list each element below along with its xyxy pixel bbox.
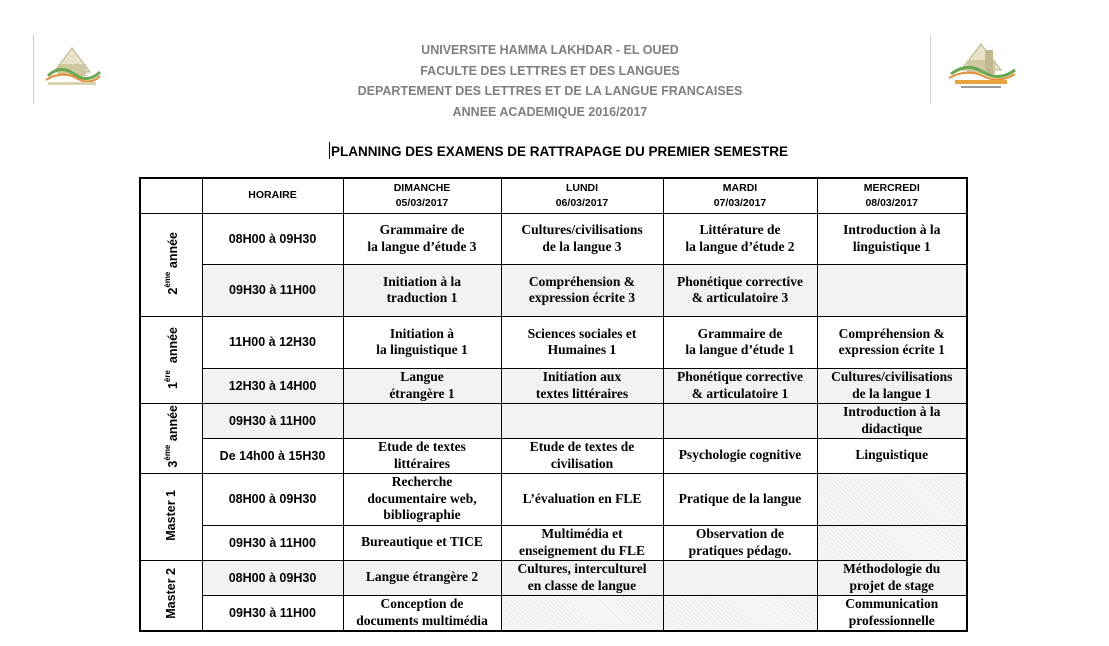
- table-header-row: [140, 178, 967, 213]
- time-slot: 12H30 à 14H00: [202, 368, 343, 403]
- time-slot: 09H30 à 11H00: [202, 264, 343, 316]
- exam-cell: [663, 316, 817, 368]
- exam-cell: [817, 213, 967, 264]
- exam-line: traduction 1: [386, 290, 458, 305]
- exam-line: Cultures/civilisations: [521, 222, 643, 237]
- exam-line: littéraires: [394, 455, 450, 471]
- exam-line: Pratique de la langue: [678, 490, 802, 506]
- exam-cell: [663, 368, 817, 403]
- exam-line: expression écrite 3: [528, 290, 636, 305]
- exam-cell: [501, 473, 663, 525]
- exam-line: documentaire web,: [367, 490, 477, 506]
- exam-cell: [817, 473, 967, 525]
- header-horaire: HORAIRE: [202, 178, 343, 213]
- exam-line: didactique: [861, 420, 923, 436]
- exam-line: Langue: [400, 369, 444, 384]
- logo-image: [40, 34, 104, 98]
- logo-image: [945, 34, 1017, 98]
- exam-line: documents multimédia: [356, 612, 488, 628]
- exam-line: la linguistique 1: [376, 342, 468, 357]
- exam-cell: [663, 264, 817, 316]
- exam-cell: [817, 368, 967, 403]
- corner-cell: [140, 178, 202, 213]
- exam-line: Phonétique corrective: [676, 273, 804, 289]
- document-header: [300, 40, 800, 122]
- exam-cell: [663, 560, 817, 595]
- exam-line: Psychologie cognitive: [678, 447, 802, 463]
- level-label-l3: 3ème année: [140, 403, 202, 473]
- exam-line: Humaines 1: [547, 342, 617, 357]
- exam-cell: [663, 403, 817, 438]
- exam-line: Bureautique et TICE: [361, 534, 483, 550]
- exam-line: expression écrite 1: [838, 342, 945, 357]
- exam-cell: [501, 213, 663, 264]
- exam-cell: [501, 595, 663, 631]
- exam-line: Sciences sociales et: [527, 325, 637, 341]
- exam-line: Langue étrangère 2: [365, 569, 479, 585]
- exam-cell: [663, 213, 817, 264]
- table-row: [140, 525, 967, 560]
- exam-line: L’évaluation en FLE: [522, 490, 642, 506]
- exam-line: enseignement du FLE: [518, 542, 645, 558]
- exam-line: civilisation: [550, 455, 614, 471]
- exam-cell: [501, 525, 663, 560]
- exam-line: Introduction à la: [843, 404, 941, 419]
- exam-cell: [817, 595, 967, 631]
- exam-line: la langue d’étude 3: [367, 238, 477, 254]
- exam-line: Multimédia et: [541, 526, 623, 541]
- exam-line: Initiation à la: [382, 273, 461, 289]
- exam-line: Recherche: [391, 474, 453, 490]
- exam-line: pratiques pédago.: [688, 542, 792, 558]
- exam-line: Introduction à la: [843, 222, 941, 237]
- exam-cell: [501, 368, 663, 403]
- exam-line: Communication: [845, 596, 939, 612]
- time-slot: 11H00 à 12H30: [202, 316, 343, 368]
- exam-cell: [501, 560, 663, 595]
- exam-cell: [343, 316, 501, 368]
- table-row: [140, 560, 967, 595]
- faculty-name: FACULTE DES LETTRES ET DES LANGUES: [420, 63, 680, 78]
- exam-cell: [343, 473, 501, 525]
- exam-cell: [663, 473, 817, 525]
- exam-line: Compréhension &: [838, 325, 945, 341]
- academic-year: ANNEE ACADEMIQUE 2016/2017: [452, 104, 648, 119]
- department-name: DEPARTEMENT DES LETTRES ET DE LA LANGUE FRANCAISES: [357, 84, 743, 99]
- header-mardi: MARDI 07/03/2017: [663, 178, 817, 213]
- time-slot: 08H00 à 09H30: [202, 213, 343, 264]
- table-row: [140, 438, 967, 473]
- table-row: [140, 403, 967, 438]
- exam-cell: [343, 560, 501, 595]
- level-label-m2: Master 2: [140, 560, 202, 631]
- exam-cell: [663, 438, 817, 473]
- exam-cell: [663, 595, 817, 631]
- exam-line: Etude de textes de: [529, 439, 635, 454]
- exam-line: professionnelle: [848, 612, 935, 628]
- table-row: [140, 264, 967, 316]
- document-title: PLANNING DES EXAMENS DE RATTRAPAGE DU PREMIER SEMESTRE: [331, 144, 789, 159]
- exam-line: & articulatoire 3: [691, 290, 789, 305]
- exam-line: textes littéraires: [535, 385, 629, 401]
- time-slot: De 14h00 à 15H30: [202, 438, 343, 473]
- table-row: [140, 316, 967, 368]
- exam-line: la langue d’étude 2: [685, 238, 795, 254]
- exam-line: Grammaire de: [697, 325, 783, 341]
- header-dimanche: DIMANCHE 05/03/2017: [343, 178, 501, 213]
- table-row: [140, 368, 967, 403]
- exam-cell: [343, 264, 501, 316]
- exam-line: en classe de langue: [527, 577, 637, 593]
- exam-line: linguistique 1: [852, 238, 931, 254]
- header-lundi: LUNDI 06/03/2017: [501, 178, 663, 213]
- exam-cell: [817, 560, 967, 595]
- exam-line: Cultures/civilisations: [831, 369, 953, 384]
- time-slot: 09H30 à 11H00: [202, 403, 343, 438]
- exam-line: Phonétique corrective: [676, 369, 804, 384]
- exam-line: Observation de: [695, 526, 785, 541]
- table-row: [140, 213, 967, 264]
- exam-line: projet de stage: [849, 577, 934, 593]
- exam-line: & articulatoire 1: [691, 385, 789, 401]
- exam-line: de la langue 3: [542, 238, 622, 254]
- exam-line: étrangère 1: [389, 385, 455, 401]
- exam-cell: [343, 213, 501, 264]
- exam-cell: [501, 316, 663, 368]
- exam-line: de la langue 1: [852, 385, 932, 401]
- exam-line: Cultures, interculturel: [517, 561, 647, 576]
- exam-cell: [817, 438, 967, 473]
- exam-cell: [817, 316, 967, 368]
- exam-line: Initiation à: [389, 325, 455, 341]
- exam-cell: [817, 403, 967, 438]
- exam-cell: [501, 403, 663, 438]
- exam-cell: [343, 525, 501, 560]
- text-cursor: [329, 142, 330, 159]
- exam-cell: [343, 438, 501, 473]
- table-row: [140, 473, 967, 525]
- level-label-l1: 1ère année: [140, 316, 202, 403]
- exam-line: Conception de: [380, 596, 464, 612]
- exam-cell: [501, 438, 663, 473]
- exam-line: Méthodologie du: [843, 561, 941, 576]
- exam-cell: [343, 595, 501, 631]
- university-logo-right: [930, 34, 1015, 104]
- exam-line: Littérature de: [699, 222, 781, 237]
- table-row: [140, 595, 967, 631]
- level-label-l2: 2ème année: [140, 213, 202, 316]
- exam-cell: [343, 368, 501, 403]
- exam-cell: [501, 264, 663, 316]
- exam-cell: [817, 264, 967, 316]
- header-mercredi: MERCREDI 08/03/2017: [817, 178, 967, 213]
- university-name: UNIVERSITE HAMMA LAKHDAR - EL OUED: [421, 43, 679, 57]
- exam-schedule-table: [139, 177, 968, 632]
- time-slot: 09H30 à 11H00: [202, 595, 343, 631]
- level-label-m1: Master 1: [140, 473, 202, 560]
- exam-line: Grammaire de: [379, 222, 465, 237]
- exam-line: bibliographie: [383, 507, 461, 523]
- time-slot: 08H00 à 09H30: [202, 473, 343, 525]
- exam-line: Etude de textes: [378, 439, 466, 454]
- exam-line: la langue d’étude 1: [685, 342, 795, 357]
- university-logo-left: [33, 34, 110, 104]
- exam-line: Initiation aux: [542, 369, 622, 384]
- exam-cell: [343, 403, 501, 438]
- time-slot: 08H00 à 09H30: [202, 560, 343, 595]
- time-slot: 09H30 à 11H00: [202, 525, 343, 560]
- exam-line: Compréhension &: [528, 273, 636, 289]
- exam-line: Linguistique: [855, 447, 929, 463]
- exam-cell: [817, 525, 967, 560]
- exam-cell: [663, 525, 817, 560]
